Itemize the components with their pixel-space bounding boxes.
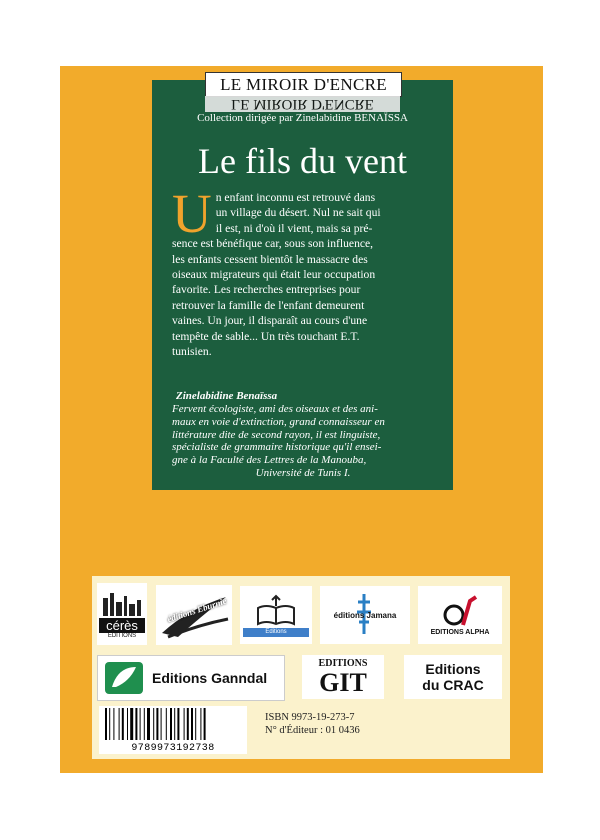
isbn-number: ISBN 9973-19-273-7 bbox=[265, 712, 355, 723]
git-label: GIT bbox=[319, 667, 367, 697]
ganndal-logo bbox=[97, 655, 285, 701]
bio-line: Fervent écologiste, ami des oiseaux et des ani- bbox=[172, 403, 378, 415]
book-publisher-logo bbox=[240, 586, 312, 644]
crac-label-2: du CRAC bbox=[422, 677, 484, 693]
synopsis-line: retrouver la famille de l'enfant demeurent bbox=[172, 298, 365, 312]
open-book-icon bbox=[256, 594, 296, 628]
crac-logo bbox=[404, 655, 502, 699]
alpha-logo bbox=[418, 586, 502, 644]
barcode-digits: 9789973192738 bbox=[131, 743, 215, 754]
synopsis-line: un village du désert. Nul ne sait qui bbox=[215, 206, 381, 220]
eburnie-label: éditions Eburnie bbox=[165, 595, 228, 625]
author-name: Zinelabidine Benaïssa bbox=[176, 390, 278, 402]
isbn-block bbox=[265, 711, 360, 737]
synopsis-line: oiseaux migrateurs qui était leur occupation bbox=[172, 268, 376, 282]
synopsis-line: sence est bénéfique car, sous son influence, bbox=[172, 237, 374, 251]
ganndal-label: Editions Ganndal bbox=[152, 670, 268, 686]
git-logo bbox=[302, 655, 384, 699]
synopsis-line: il est, ni d'où il vient, mais sa pré- bbox=[215, 221, 373, 235]
series-name: LE MIROIR D'ENCRE bbox=[205, 72, 402, 97]
synopsis-line: favorite. Les recherches entreprises pour bbox=[172, 283, 361, 297]
bio-line: maux en voie d'extinction, grand connaisseur en bbox=[172, 415, 385, 428]
bio-line: spécialiste de grammaire historique qu'il ensei- bbox=[172, 441, 382, 454]
jamana-logo bbox=[320, 586, 410, 644]
ceres-logo bbox=[97, 583, 147, 645]
alpha-label: EDITIONS ALPHA bbox=[430, 628, 490, 636]
synopsis-line: tempête de sable... Un très touchant E.T. bbox=[172, 329, 360, 343]
barcode bbox=[99, 706, 247, 754]
bio-line: littérature dite de second rayon, il est linguiste, bbox=[172, 428, 381, 441]
collection-credit: Collection dirigée par Zinelabidine BENAÏSSA bbox=[197, 112, 408, 124]
git-top-label: EDITIONS bbox=[318, 657, 368, 669]
alpha-quill-icon bbox=[440, 595, 480, 629]
book-title: Le fils du vent bbox=[198, 141, 407, 181]
synopsis-line: les enfants cessent bientôt le massacre des bbox=[172, 252, 368, 266]
series-name-reflection: LE MIROIR D'ENCRE bbox=[205, 96, 400, 112]
synopsis-line: n enfant inconnu est retrouvé dans bbox=[215, 191, 376, 204]
barcode-bars-icon bbox=[99, 706, 247, 742]
ceres-label: cérès bbox=[99, 618, 145, 633]
synopsis bbox=[172, 183, 434, 359]
ceres-sub: EDITIONS bbox=[107, 632, 137, 639]
crac-label-1: Editions bbox=[425, 661, 481, 677]
synopsis-line: vaines. Un jour, il disparaît au cours d'une bbox=[172, 314, 368, 328]
bio-line: Université de Tunis I. bbox=[255, 466, 351, 479]
ganndal-leaf-icon bbox=[104, 661, 144, 695]
publisher-number: N° d'Éditeur : 01 0436 bbox=[265, 725, 360, 736]
book-publisher-label: Editions bbox=[243, 628, 309, 637]
eburnie-logo bbox=[156, 585, 232, 645]
bio-line: gne à la Faculté des Lettres de la Manouba, bbox=[172, 454, 367, 467]
author-bio bbox=[172, 403, 434, 480]
drop-cap: U bbox=[172, 183, 212, 244]
synopsis-line: tunisien. bbox=[172, 345, 212, 359]
jamana-label: éditions Jamana bbox=[333, 610, 397, 620]
city-skyline-icon bbox=[101, 590, 143, 616]
